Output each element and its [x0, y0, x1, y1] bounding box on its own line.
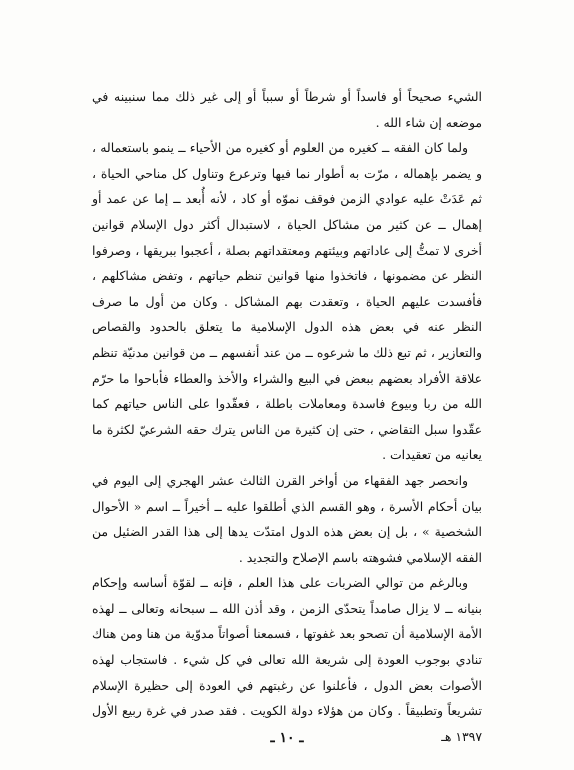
paragraph-1: الشيء صحيحاً أو فاسداً أو شرطاً أو سبباً أو إلى غير ذلك مما سنبينه في موضعه إن شاء الله .	[92, 89, 482, 130]
page-number: ـ ١٠ ـ	[270, 730, 304, 746]
paragraph-2: ولما كان الفقه ــ كغيره من العلوم أو كغيره من الأحياء ــ ينمو باستعماله ، و يضمر بإهماله ، مرّت به أطوار نما فيها وترعرع وتناول كل مناحي الحياة ، ثم عَدَتْ عليه عوادي الزمن فوقف نموّه أو كاد ، لأنه أُبعد ــ إما عن عمد أو إهمال ــ عن كثير من مشاكل الحياة ، لاستبدال أكثر دول الإسلام قوانين أخرى لا تمتُّ إلى عاداتهم وبيئتهم ومعتقداتهم بصلة ، أعجبوا ببريقها ، وصرفوا النظر عن مضمونها ، فاتخذوا منها قوانين تنظم حياتهم ، وتفض مشاكلهم ، فأفسدت عليهم الحياة ، وتعقدت بهم المشاكل . وكان من أول ما صرف النظر عنه في بعض هذه الدول الإسلامية ما يتعلق بالحدود والقصاص والتعازير ، ثم تبع ذلك ما شرعوه ــ من عند أنفسهم ــ من قوانين مدنيّة تنظم علاقة الأفراد بعضهم ببعض في البيع والشراء والأخذ والعطاء فأباحوا ما حرّم الله من ربا وبيوع فاسدة ومعاملات باطلة ، فعقّدوا على الناس حياتهم كما عقّدوا سبل التقاضي ، حتى إن كثيرة من الناس يترك حقه الشرعيّ لكثرة ما يعانيه من تعقيدات .	[92, 140, 482, 463]
body-text	[92, 84, 482, 749]
paragraph-4: وبالرغم من توالي الضربات على هذا العلم ، فإنه ــ لقوّة أساسه وإحكام بنيانه ــ لا يزال صامداً يتحدّى الزمن ، وقد أذن الله ــ سبحانه وتعالى ــ لهذه الأمة الإسلامية أن تصحو بعد غفوتها ، فسمعنا أصواتاً مدوّية من هنا ومن هناك تنادي بوجوب العودة إلى شريعة الله تعالى في كل شيء . فاستجاب لهذه الأصوات بعض الدول ، فأعلنوا عن رغبتهم في العودة إلى حظيرة الإسلام تشريعاً وتطبيقاً . وكان من هؤلاء دولة الكويت . فقد صدر في غرة ربيع الأول ١٣٩٧ هـ	[92, 575, 482, 744]
paragraph-3: وانحصر جهد الفقهاء من أواخر القرن الثالث عشر الهجري إلى اليوم في بيان أحكام الأسرة ، وهو القسم الذي أطلقوا عليه ــ أخيراً ــ اسم « الأحوال الشخصية » ، بل إن بعض هذه الدول امتدّت يدها إلى هذا القدر الضئيل من الفقه الإسلامي فشوهته باسم الإصلاح والتجديد .	[92, 472, 482, 565]
